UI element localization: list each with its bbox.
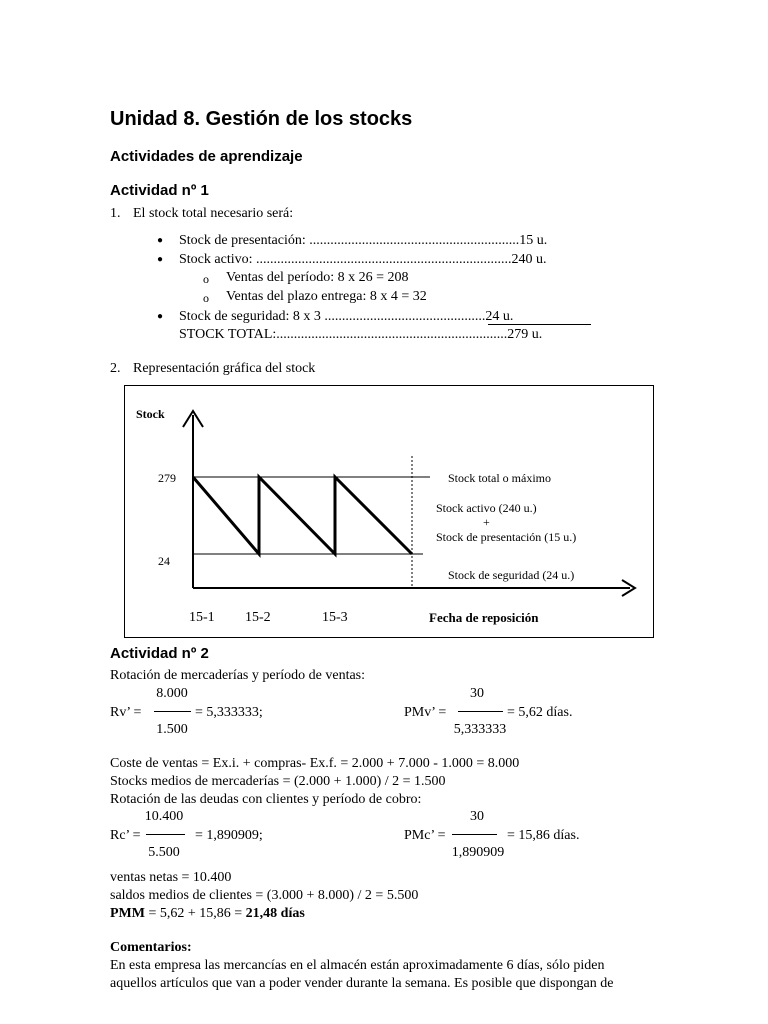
pmv-denominator: 5,333333: [453, 722, 507, 737]
pmv-fraction-bar: [458, 711, 503, 712]
rc-lhs: Rc’ =: [110, 828, 141, 843]
comentarios-title: Comentarios:: [110, 940, 192, 955]
rc-numerator: 10.400: [144, 809, 184, 824]
stock-chart: [124, 385, 654, 638]
rotacion-deudas: Rotación de las deudas con clientes y período de cobro:: [110, 792, 422, 807]
x-tick-15-2: 15-2: [245, 610, 271, 625]
item-2-text: Representación gráfica del stock: [133, 361, 316, 376]
page-title: Unidad 8. Gestión de los stocks: [110, 108, 413, 130]
pmv-result: = 5,62 días.: [507, 705, 573, 720]
pmm-result: 21,48 días: [245, 906, 305, 921]
saldos-medios: saldos medios de clientes = (3.000 + 8.000) / 2 = 5.500: [110, 888, 419, 903]
pmm-line: [110, 906, 305, 922]
activity-1-title: Actividad nº 1: [110, 182, 209, 199]
pmc-result: = 15,86 días.: [507, 828, 580, 843]
rv-lhs: Rv’ =: [110, 705, 142, 720]
stock-activo: Stock activo: .........................................................................240 u.: [179, 252, 547, 267]
y-tick-279: 279: [158, 471, 176, 485]
pmc-numerator: 30: [470, 809, 484, 824]
rv-numerator: 8.000: [156, 686, 188, 701]
ventas-plazo: Ventas del plazo entrega: 8 x 4 = 32: [226, 289, 427, 304]
activity-2-title: Actividad nº 2: [110, 645, 209, 662]
section-subtitle: Actividades de aprendizaje: [110, 148, 303, 165]
annotation-stock-activo: Stock activo (240 u.): [436, 501, 537, 515]
rv-fraction-bar: [154, 711, 191, 712]
pmc-denominator: 1,890909: [451, 845, 505, 860]
item-2-number: 2.: [110, 361, 121, 376]
ventas-netas: ventas netas = 10.400: [110, 870, 232, 885]
pmc-fraction-bar: [452, 834, 497, 835]
stock-total: STOCK TOTAL:..................................................................279 u.: [179, 327, 543, 342]
ref-label-seguridad: Stock de seguridad (24 u.): [448, 568, 575, 582]
bullet-icon: ●: [157, 235, 164, 246]
stocks-medios: Stocks medios de mercaderías = (2.000 + 1.000) / 2 = 1.500: [110, 774, 446, 789]
rc-result: = 1,890909;: [195, 828, 263, 843]
stock-chart-svg: [125, 386, 655, 639]
annotation-stock-presentacion: Stock de presentación (15 u.): [436, 530, 577, 544]
pmv-numerator: 30: [470, 686, 484, 701]
stock-presentacion: Stock de presentación: ............................................................15 u.: [179, 233, 548, 248]
rv-result: = 5,333333;: [195, 705, 263, 720]
rv-denominator: 1.500: [156, 722, 188, 737]
comentarios-line-2: aquellos artículos que van a poder vender durante la semana. Es posible que dispongan de: [110, 976, 614, 991]
x-axis-label: Fecha de reposición: [429, 610, 539, 625]
coste-ventas: Coste de ventas = Ex.i. + compras- Ex.f. = 2.000 + 7.000 - 1.000 = 8.000: [110, 756, 520, 771]
stock-seguridad: Stock de seguridad: 8 x 3 ..............................................24 u.: [179, 309, 514, 324]
bullet-icon: ●: [157, 311, 164, 322]
y-tick-24: 24: [158, 554, 170, 568]
rc-denominator: 5.500: [148, 845, 180, 860]
item-1-number: 1.: [110, 206, 121, 221]
pmv-lhs: PMv’ =: [404, 705, 447, 720]
ref-label-max: Stock total o máximo: [448, 471, 551, 485]
sub-bullet-icon: o: [203, 272, 209, 286]
comentarios-line-1: En esta empresa las mercancías en el almacén están aproximadamente 6 días, sólo piden: [110, 958, 605, 973]
item-1-text: El stock total necesario será:: [133, 206, 294, 221]
sum-underline: [488, 324, 591, 325]
rc-fraction-bar: [146, 834, 185, 835]
stock-sawtooth-line: [193, 477, 412, 554]
y-axis-label: Stock: [136, 407, 165, 421]
pmm-expression: = 5,62 + 15,86 =: [144, 906, 246, 921]
pmm-label: PMM: [110, 906, 145, 921]
pmc-lhs: PMc’ =: [404, 828, 446, 843]
rotacion-intro: Rotación de mercaderías y período de ventas:: [110, 668, 366, 683]
sub-bullet-icon: o: [203, 291, 209, 305]
bullet-icon: ●: [157, 254, 164, 265]
ventas-periodo: Ventas del período: 8 x 26 = 208: [226, 270, 409, 285]
x-tick-15-1: 15-1: [189, 610, 215, 625]
x-tick-15-3: 15-3: [322, 610, 348, 625]
annotation-plus: +: [483, 515, 490, 529]
